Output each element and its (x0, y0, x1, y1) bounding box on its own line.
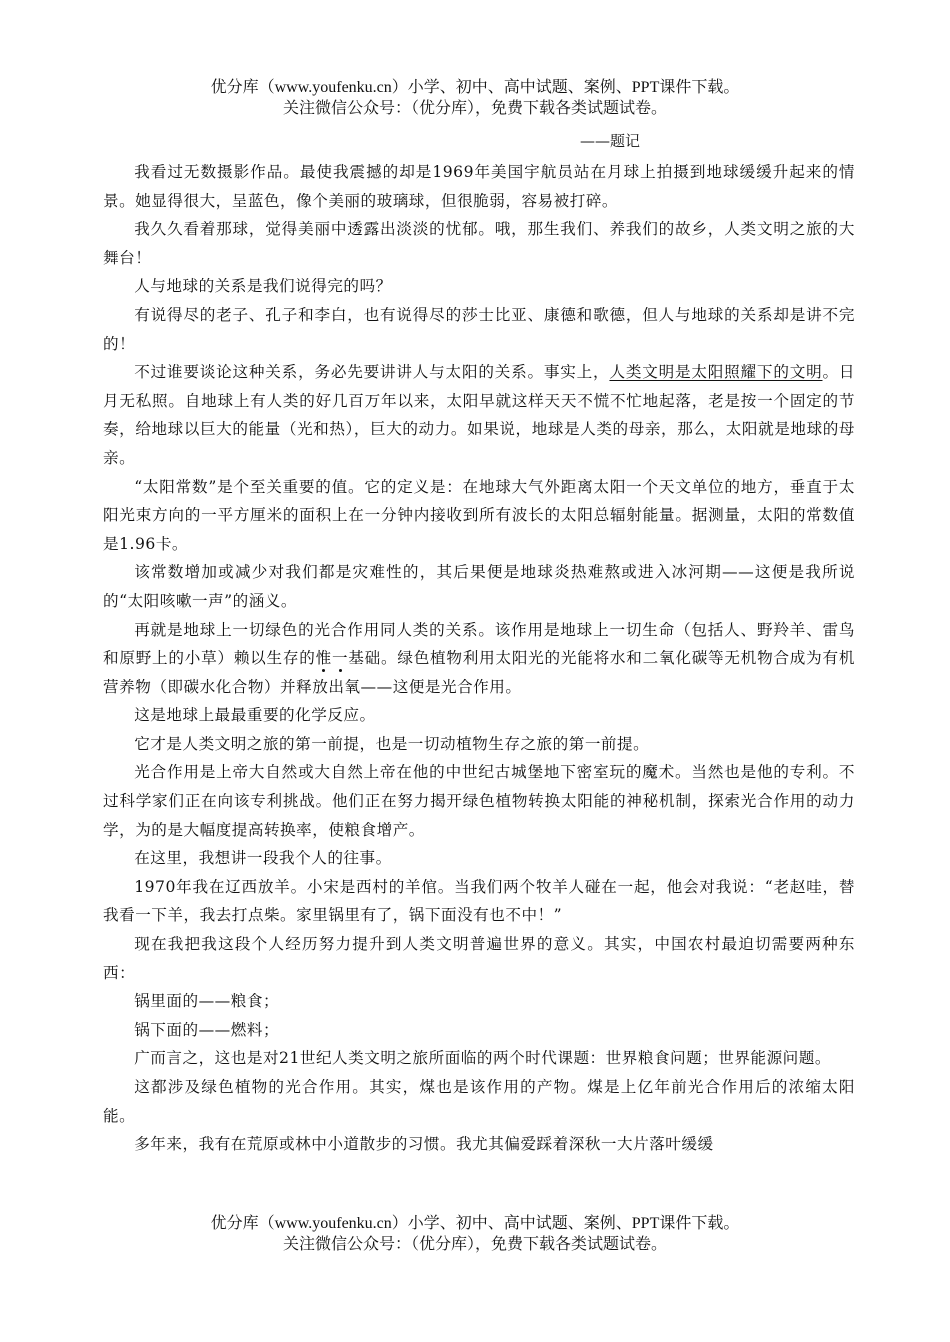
paragraph: 光合作用是上帝大自然或大自然上帝在他的中世纪古城堡地下密室玩的魔术。当然也是他的专利。不过科学家们正在向该专利挑战。他们正在努力揭开绿色植物转换太阳能的神秘机制，探索光合作用的动力学，为的是大幅度提高转换率，使粮食增产。 (103, 763, 855, 839)
footer-line-1: 优分库（www.youfenku.cn）小学、初中、高中试题、案例、PPT课件下载。 (210, 1215, 740, 1232)
text-run: 。日月无私照。自地球上有人类的好几百万年以来，太阳早就这样天天不慌不忙地起落，老是按一个固定的节奏，给地球以巨大的能量（光和热），巨大的动力。如果说，地球是人类的母亲，那么，太阳就是地球的母亲。 (103, 363, 855, 467)
paragraph: 有说得尽的老子、孔子和李白，也有说得尽的莎士比亚、康德和歌德，但人与地球的关系却是讲不完的！ (103, 305, 855, 353)
paragraph: 这都涉及绿色植物的光合作用。其实，煤也是该作用的产物。煤是上亿年前光合作用后的浓缩太阳能。 (103, 1078, 855, 1125)
paragraph: “太阳常数”是个至关重要的值。它的定义是：在地球大气外距离太阳一个天文单位的地方，垂直于太阳光束方向的一平方厘米的面积上在一分钟内接收到所有波长的太阳总辐射能量。据测量，太阳的常数值是1.96卡。 (103, 477, 855, 553)
paragraph: 锅里面的——粮食； (134, 992, 280, 1011)
paragraph: 我看过无数摄影作品。最使我震撼的却是1969年美国宇航员站在月球上拍摄到地球缓缓升起来的情景。她显得很大，呈蓝色，像个美丽的玻璃球，但很脆弱，容易被打碎。 (103, 163, 855, 210)
paragraph: 这是地球上最最重要的化学反应。 (134, 706, 376, 725)
header-line-1: 优分库（www.youfenku.cn）小学、初中、高中试题、案例、PPT课件下载。 (210, 79, 740, 96)
paragraph: 它才是人类文明之旅的第一前提，也是一切动植物生存之旅的第一前提。 (134, 734, 650, 753)
paragraph-photosynthesis (103, 616, 855, 702)
paragraph: 锅下面的——燃料； (134, 1020, 280, 1039)
emphasis-dot-char: 惟 (315, 649, 332, 668)
underlined-phrase: 人类文明是太阳照耀下的文明 (609, 363, 823, 382)
footer-banner (0, 1213, 950, 1255)
footer-line-2: 关注微信公众号：（优分库），免费下载各类试题试卷。 (282, 1236, 667, 1253)
paragraph: 我久久看着那球，觉得美丽中透露出淡淡的忧郁。哦，那生我们、养我们的故乡，人类文明之旅的大舞台！ (103, 220, 855, 267)
paragraph: 多年来，我有在荒原或林中小道散步的习惯。我尤其偏爱踩着深秋一大片落叶缓缓 (134, 1135, 714, 1154)
paragraph: 广而言之，这也是对21世纪人类文明之旅所面临的两个时代课题：世界粮食问题；世界能源问题。 (134, 1049, 831, 1068)
text-run: 不过谁要谈论这种关系，务必先要讲讲人与太阳的关系。事实上， (134, 363, 610, 382)
text-run: 基础。绿色植物利用太阳光的光能将水和二氧化碳等无机物合成为有机营养物（即碳水化合物）并释放出氧——这便是光合作用。 (103, 649, 855, 696)
paragraph: 在这里，我想讲一段我个人的往事。 (134, 849, 392, 868)
header-line-2: 关注微信公众号：（优分库），免费下载各类试题试卷。 (282, 100, 667, 117)
paragraph: 该常数增加或减少对我们都是灾难性的，其后果便是地球炎热难熬或进入冰河期——这便是我所说的“太阳咳嗽一声”的涵义。 (103, 563, 855, 610)
paragraph-sun (103, 358, 855, 472)
paragraph: 现在我把我这段个人经历努力提升到人类文明普遍世界的意义。其实，中国农村最迫切需要两种东西： (103, 935, 855, 982)
text-run: 再就是地球上一切绿色的光合作用同人类的关系。该作用是地球上一切生命（包括人、野羚羊、雷鸟和原野上的小草）赖以生存的 (103, 620, 855, 668)
epigraph-signature: ——题记 (579, 132, 640, 150)
paragraph: 人与地球的关系是我们说得完的吗？ (134, 277, 392, 296)
paragraph: 1970年我在辽西放羊。小宋是西村的羊倌。当我们两个牧羊人碰在一起，他会对我说：“老赵哇，替我看一下羊，我去打点柴。家里锅里有了，锅下面没有也不中！” (103, 877, 855, 925)
emphasis-dot-char: 一 (331, 649, 349, 668)
article-body (103, 158, 855, 1159)
header-banner (0, 77, 950, 119)
